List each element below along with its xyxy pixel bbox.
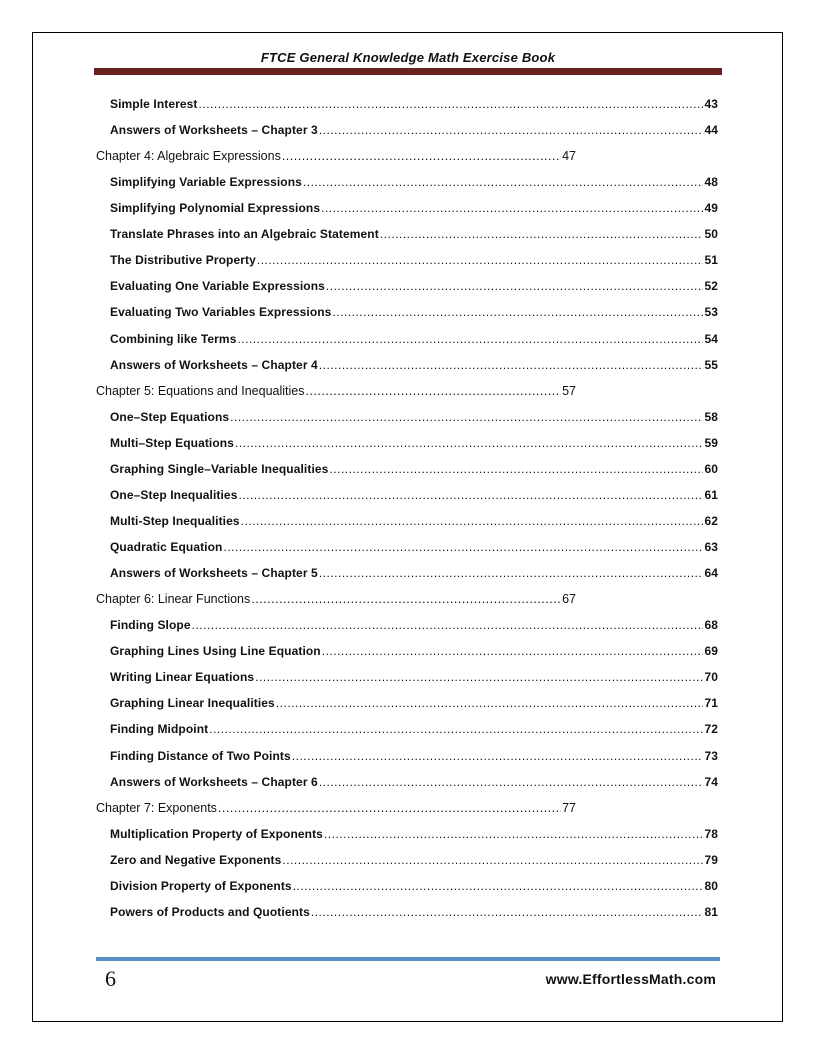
- toc-chapter-entry[interactable]: [96, 800, 576, 816]
- toc-entry-label: One–Step Inequalities: [110, 487, 238, 502]
- toc-entry-label: Chapter 5: Equations and Inequalities: [96, 383, 305, 398]
- dot-leader: [238, 487, 703, 503]
- toc-section-entry[interactable]: [110, 252, 718, 268]
- toc-entry-page-number: 49: [704, 201, 718, 216]
- toc-entry-page-number: 71: [704, 696, 718, 711]
- toc-section-entry[interactable]: [110, 565, 718, 581]
- toc-section-entry[interactable]: [110, 748, 718, 764]
- toc-entry-label: Finding Midpoint: [110, 722, 209, 737]
- dot-leader: [255, 669, 703, 685]
- toc-section-entry[interactable]: [110, 904, 718, 920]
- toc-section-entry[interactable]: [110, 174, 718, 190]
- toc-entry-page-number: 74: [704, 774, 718, 789]
- toc-entry-page-number: 63: [704, 540, 718, 555]
- toc-section-entry[interactable]: [110, 826, 718, 842]
- dot-leader: [311, 904, 704, 920]
- dot-leader: [319, 122, 704, 138]
- dot-leader: [223, 539, 703, 555]
- toc-entry-label: Simple Interest: [110, 97, 198, 111]
- dot-leader: [324, 826, 703, 842]
- toc-entry-page-number: 58: [704, 409, 718, 424]
- toc-section-entry[interactable]: [110, 669, 718, 685]
- toc-section-entry[interactable]: [110, 539, 718, 555]
- toc-entry-page-number: 68: [704, 618, 718, 633]
- dot-leader: [319, 774, 704, 790]
- toc-entry-page-number: 59: [704, 435, 718, 450]
- toc-section-entry[interactable]: [110, 226, 718, 242]
- toc-section-entry[interactable]: [110, 643, 718, 659]
- toc-section-entry[interactable]: [110, 852, 718, 868]
- dot-leader: [293, 878, 704, 894]
- toc-entry-label: Answers of Worksheets – Chapter 4: [110, 357, 318, 372]
- toc-entry-label: Chapter 4: Algebraic Expressions: [96, 149, 281, 164]
- toc-entry-label: Answers of Worksheets – Chapter 6: [110, 774, 318, 789]
- dot-leader: [282, 852, 703, 868]
- dot-leader: [282, 148, 561, 164]
- toc-entry-label: Finding Distance of Two Points: [110, 748, 291, 763]
- toc-entry-page-number: 51: [704, 253, 718, 268]
- dot-leader: [305, 383, 561, 399]
- toc-entry-page-number: 70: [704, 670, 718, 685]
- dot-leader: [257, 252, 704, 268]
- toc-chapter-entry[interactable]: [96, 383, 576, 399]
- dot-leader: [237, 331, 703, 347]
- toc-entry-label: Evaluating Two Variables Expressions: [110, 305, 332, 320]
- toc-section-entry[interactable]: [110, 513, 718, 529]
- toc-entry-page-number: 55: [704, 357, 718, 372]
- toc-entry-page-number: 80: [704, 878, 718, 893]
- toc-entry-label: Finding Slope: [110, 618, 191, 633]
- dot-leader: [292, 748, 704, 764]
- toc-entry-page-number: 60: [704, 461, 718, 476]
- toc-entry-label: Simplifying Variable Expressions: [110, 175, 302, 190]
- toc-section-entry[interactable]: [110, 409, 718, 425]
- footer-website-url[interactable]: www.EffortlessMath.com: [545, 971, 716, 987]
- dot-leader: [192, 617, 704, 633]
- toc-entry-page-number: 61: [704, 487, 718, 502]
- dot-leader: [199, 96, 704, 112]
- toc-entry-page-number: 43: [704, 97, 718, 111]
- dot-leader: [329, 461, 703, 477]
- toc-entry-label: Answers of Worksheets – Chapter 5: [110, 566, 318, 581]
- dot-leader: [322, 643, 704, 659]
- page-number: 6: [105, 966, 116, 991]
- toc-entry-label: Graphing Lines Using Line Equation: [110, 644, 321, 659]
- toc-entry-label: Translate Phrases into an Algebraic Statement: [110, 227, 379, 242]
- toc-entry-page-number: 52: [704, 279, 718, 294]
- toc-entry-label: Combining like Terms: [110, 331, 237, 346]
- toc-entry-label: Simplifying Polynomial Expressions: [110, 201, 321, 216]
- toc-section-entry[interactable]: [110, 721, 718, 737]
- toc-entry-label: Quadratic Equation: [110, 540, 223, 555]
- dot-leader: [319, 357, 704, 373]
- toc-entry-label: Graphing Linear Inequalities: [110, 696, 275, 711]
- toc-entry-page-number: 50: [704, 227, 718, 242]
- toc-section-entry[interactable]: [110, 357, 718, 373]
- dot-leader: [230, 409, 703, 425]
- toc-entry-label: The Distributive Property: [110, 253, 256, 268]
- running-header-title: FTCE General Knowledge Math Exercise Book: [260, 50, 556, 65]
- toc-entry-page-number: 77: [562, 800, 576, 815]
- toc-chapter-entry[interactable]: [96, 148, 576, 164]
- toc-entry-page-number: 44: [704, 123, 718, 138]
- toc-section-entry[interactable]: [110, 461, 718, 477]
- toc-entry-page-number: 57: [562, 383, 576, 398]
- toc-section-entry[interactable]: [110, 200, 718, 216]
- toc-entry-page-number: 54: [704, 331, 718, 346]
- toc-section-entry[interactable]: [110, 878, 718, 894]
- toc-section-entry[interactable]: [110, 487, 718, 503]
- toc-entry-label: Answers of Worksheets – Chapter 3: [110, 123, 318, 138]
- toc-entry-page-number: 73: [704, 748, 718, 763]
- toc-entry-page-number: 48: [704, 175, 718, 190]
- toc-section-entry[interactable]: [110, 331, 718, 347]
- dot-leader: [209, 721, 703, 737]
- toc-entry-label: Powers of Products and Quotients: [110, 904, 310, 919]
- toc-entry-page-number: 67: [562, 592, 576, 607]
- toc-section-entry[interactable]: [110, 304, 718, 320]
- header-rule: [94, 68, 722, 75]
- dot-leader: [303, 174, 704, 190]
- toc-section-entry[interactable]: [110, 695, 718, 711]
- toc-entry-page-number: 81: [704, 904, 718, 919]
- toc-entry-label: Chapter 6: Linear Functions: [96, 592, 251, 607]
- dot-leader: [241, 513, 704, 529]
- toc-entry-label: Multiplication Property of Exponents: [110, 826, 323, 841]
- toc-entry-label: Zero and Negative Exponents: [110, 852, 282, 867]
- toc-entry-label: Multi–Step Equations: [110, 435, 235, 450]
- toc-entry-label: Evaluating One Variable Expressions: [110, 279, 325, 294]
- dot-leader: [276, 695, 704, 711]
- footer-rule: [96, 957, 720, 961]
- dot-leader: [380, 226, 704, 242]
- toc-entry-label: Multi-Step Inequalities: [110, 513, 240, 528]
- toc-entry-label: One–Step Equations: [110, 409, 230, 424]
- toc-chapter-entry[interactable]: [96, 591, 576, 607]
- toc-entry-page-number: 64: [704, 566, 718, 581]
- toc-entry-page-number: 53: [704, 305, 718, 320]
- toc-section-entry[interactable]: [110, 774, 718, 790]
- toc-section-entry[interactable]: [110, 96, 718, 112]
- dot-leader: [332, 304, 703, 320]
- toc-section-entry[interactable]: [110, 122, 718, 138]
- dot-leader: [321, 200, 703, 216]
- toc-entry-page-number: 69: [704, 644, 718, 659]
- toc-entry-label: Division Property of Exponents: [110, 878, 292, 893]
- toc-section-entry[interactable]: [110, 435, 718, 451]
- dot-leader: [235, 435, 703, 451]
- dot-leader: [251, 591, 561, 607]
- toc-entry-page-number: 78: [704, 826, 718, 841]
- toc-entry-page-number: 62: [704, 513, 718, 528]
- toc-section-entry[interactable]: [110, 617, 718, 633]
- toc-entry-page-number: 72: [704, 722, 718, 737]
- toc-entry-label: Graphing Single–Variable Inequalities: [110, 461, 329, 476]
- dot-leader: [319, 565, 704, 581]
- toc-entry-page-number: 47: [562, 149, 576, 164]
- toc-section-entry[interactable]: [110, 278, 718, 294]
- dot-leader: [218, 800, 561, 816]
- dot-leader: [326, 278, 704, 294]
- toc-entry-page-number: 79: [704, 852, 718, 867]
- toc-entry-label: Writing Linear Equations: [110, 670, 255, 685]
- toc-entry-label: Chapter 7: Exponents: [96, 800, 217, 815]
